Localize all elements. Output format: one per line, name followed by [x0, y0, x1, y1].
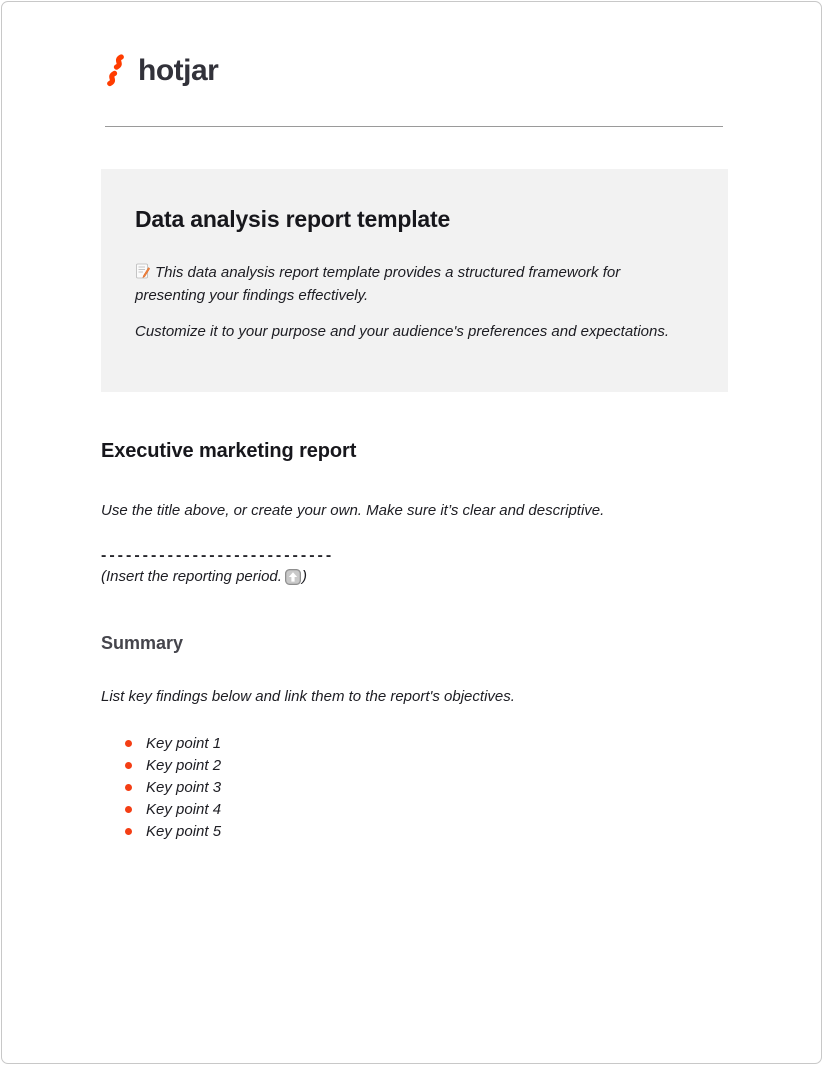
page-title: Data analysis report template [135, 206, 451, 232]
reporting-period-placeholder-line: ---------------------------- [101, 547, 335, 564]
header-divider [105, 126, 723, 127]
hotjar-logo [102, 54, 218, 87]
key-point-label: Key point 5 [146, 822, 222, 840]
list-item [125, 798, 221, 820]
reporting-period-note [101, 568, 307, 585]
intro-paragraph [135, 261, 686, 307]
list-item [125, 732, 221, 754]
bullet-dot-icon [125, 806, 132, 813]
key-point-label: Key point 1 [146, 734, 222, 752]
bullet-dot-icon [125, 828, 132, 835]
bullet-dot-icon [125, 762, 132, 769]
bullet-dot-icon [125, 740, 132, 747]
reporting-period-prefix: (Insert the reporting period. [101, 568, 282, 585]
hotjar-flame-icon [102, 54, 129, 87]
executive-heading: Executive marketing report [101, 440, 357, 462]
reporting-period-suffix: ) [301, 568, 307, 585]
intro-card [101, 169, 728, 392]
executive-subtext: Use the title above, or create your own. Make sure it’s clear and descriptive. [101, 502, 605, 519]
bullet-dot-icon [125, 784, 132, 791]
memo-icon [135, 263, 151, 279]
summary-heading: Summary [101, 633, 184, 653]
document-page [1, 1, 822, 1064]
key-points-list [125, 732, 221, 842]
list-item [125, 754, 221, 776]
intro-text: This data analysis report template provides a structured framework for presenting your findings effectively. [135, 264, 621, 304]
hotjar-wordmark: hotjar [138, 54, 219, 87]
customize-paragraph: Customize it to your purpose and your audience's preferences and expectations. [135, 323, 670, 340]
summary-subtext: List key findings below and link them to the report's objectives. [101, 688, 515, 705]
key-point-label: Key point 2 [146, 756, 222, 774]
key-point-label: Key point 4 [146, 800, 222, 818]
key-point-label: Key point 3 [146, 778, 222, 796]
list-item [125, 776, 221, 798]
list-item [125, 820, 221, 842]
up-arrow-icon [285, 569, 301, 585]
